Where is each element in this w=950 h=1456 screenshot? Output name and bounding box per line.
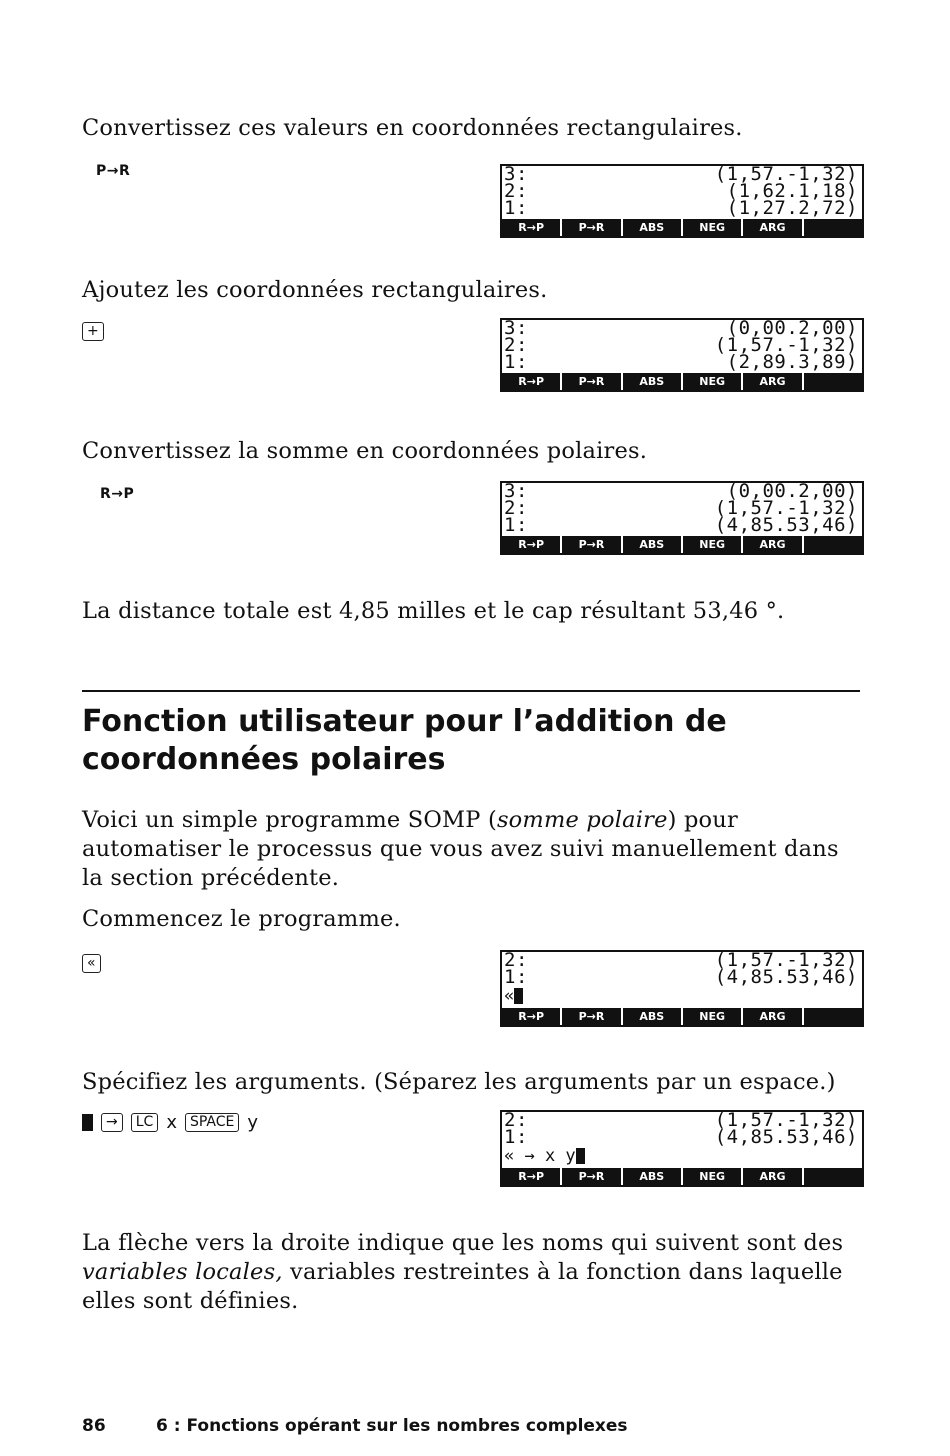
plus-key: + — [82, 322, 104, 341]
menu-bar — [502, 536, 862, 553]
menu-key-arg: ARG — [743, 1008, 803, 1025]
step1-text: Convertissez ces valeurs en coordonnées rectangulaires. — [82, 115, 743, 141]
menu-bar — [502, 219, 862, 236]
step5-keys — [82, 1112, 266, 1133]
menu-key-blank — [804, 1008, 862, 1025]
menu-key-p-to-r: P→R — [562, 1168, 622, 1185]
stack-level-2: 2: (1,57.-1,32) — [504, 1109, 858, 1131]
menu-key-r-to-p: R→P — [502, 1168, 562, 1185]
menu-key-neg: NEG — [683, 1168, 743, 1185]
menu-key-abs: ABS — [623, 373, 683, 390]
step5-text: Spécifiez les arguments. (Séparez les arguments par un espace.) — [82, 1069, 836, 1095]
menu-key-neg: NEG — [683, 1008, 743, 1025]
intro-italic: somme polaire — [496, 807, 668, 833]
menu-key-arg: ARG — [743, 1168, 803, 1185]
arrow-key: → — [101, 1113, 123, 1132]
calculator-display-2 — [500, 318, 864, 392]
command-line: « — [502, 986, 862, 1006]
menu-key-arg: ARG — [743, 536, 803, 553]
space-key: SPACE — [185, 1113, 239, 1132]
stack-level-1: 1: (4,85.53,46) — [504, 966, 858, 988]
menu-key-r-to-p: R→P — [502, 219, 562, 236]
step2-text: Ajoutez les coordonnées rectangulaires. — [82, 277, 548, 303]
stack-level-3: 3: (0,00.2,00) — [504, 317, 858, 339]
menu-key-arg: ARG — [743, 219, 803, 236]
stack-level-2: 2: (1,57.-1,32) — [504, 497, 858, 519]
p-to-r-key: P→R — [96, 163, 131, 179]
y-key: y — [247, 1112, 259, 1133]
conclusion-text: La distance totale est 4,85 milles et le cap résultant 53,46 °. — [82, 598, 785, 624]
menu-key-abs: ABS — [623, 219, 683, 236]
menu-key-blank — [804, 536, 862, 553]
menu-key-r-to-p: R→P — [502, 1008, 562, 1025]
menu-key-neg: NEG — [683, 219, 743, 236]
calculator-display-1 — [500, 164, 864, 238]
menu-bar — [502, 1168, 862, 1185]
menu-key-p-to-r: P→R — [562, 536, 622, 553]
final-paragraph: La flèche vers la droite indique que les noms qui suivent sont des variables locales, variables restreintes à la fonction dans laquelle elles sont définies. — [82, 1230, 844, 1314]
cursor — [514, 988, 523, 1004]
menu-key-arg: ARG — [743, 373, 803, 390]
menu-key-neg: NEG — [683, 536, 743, 553]
stack-level-2: 2: (1,57.-1,32) — [504, 949, 858, 971]
menu-key-abs: ABS — [623, 536, 683, 553]
stack-level-3: 3: (0,00.2,00) — [504, 480, 858, 502]
stack-level-2: 2: (1,57.-1,32) — [504, 334, 858, 356]
stack-level-2: 2: (1,62.1,18) — [504, 180, 858, 202]
menu-key-neg: NEG — [683, 373, 743, 390]
stack-level-1: 1: (4,85.53,46) — [504, 1126, 858, 1148]
menu-key-p-to-r: P→R — [562, 373, 622, 390]
chapter-title: 6 : Fonctions opérant sur les nombres complexes — [156, 1416, 628, 1436]
calculator-display-3 — [500, 481, 864, 555]
menu-key-abs: ABS — [623, 1008, 683, 1025]
stack-level-1: 1: (4,85.53,46) — [504, 514, 858, 536]
command-line: « → x y — [502, 1146, 862, 1166]
section-title — [82, 703, 727, 779]
step4-text: Commencez le programme. — [82, 906, 401, 932]
section-divider — [82, 690, 860, 692]
menu-key-r-to-p: R→P — [502, 536, 562, 553]
shift-key — [82, 1114, 93, 1131]
section-title-line2: coordonnées polaires — [82, 742, 446, 777]
stack-level-1: 1: (1,27.2,72) — [504, 197, 858, 219]
menu-key-abs: ABS — [623, 1168, 683, 1185]
calculator-display-4 — [500, 950, 864, 1027]
lc-key: LC — [131, 1113, 159, 1132]
menu-key-p-to-r: P→R — [562, 219, 622, 236]
menu-key-p-to-r: P→R — [562, 1008, 622, 1025]
program-delimiter-key: « — [82, 954, 101, 973]
calculator-display-5 — [500, 1110, 864, 1187]
final-italic: variables locales, — [82, 1259, 283, 1285]
menu-key-blank — [804, 1168, 862, 1185]
r-to-p-key: R→P — [100, 486, 135, 502]
step3-text: Convertissez la somme en coordonnées polaires. — [82, 438, 648, 464]
menu-key-blank — [804, 219, 862, 236]
cursor — [576, 1148, 585, 1164]
section-intro: Voici un simple programme SOMP (somme polaire) pour automatiser le processus que vous avez suivi manuellement dans la section précédente. — [82, 807, 839, 891]
menu-bar — [502, 1008, 862, 1025]
page-number: 86 — [82, 1416, 106, 1436]
section-title-line1: Fonction utilisateur pour l’addition de — [82, 704, 727, 739]
stack-level-3: 3: (1,57.-1,32) — [504, 163, 858, 185]
menu-bar — [502, 373, 862, 390]
stack-level-1: 1: (2,89.3,89) — [504, 351, 858, 373]
menu-key-blank — [804, 373, 862, 390]
x-key: x — [166, 1112, 177, 1133]
menu-key-r-to-p: R→P — [502, 373, 562, 390]
